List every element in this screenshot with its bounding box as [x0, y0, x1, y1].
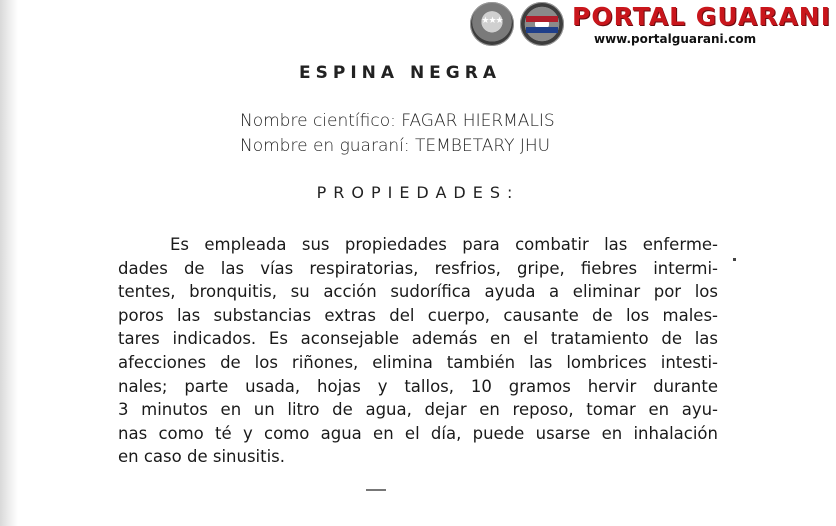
paraguay-flag-seal-icon	[520, 2, 564, 46]
three-stars-seal-icon: ★★★	[470, 2, 514, 46]
body-line: tares indicados. Es aconsejable además en el tratamiento de las	[118, 329, 718, 349]
body-line: tentes, bronquitis, su acción sudorífica ayuda a eliminar por los	[118, 282, 718, 302]
body-line: 3 minutos en un litro de agua, dejar en reposo, tomar en ayu-	[118, 400, 718, 420]
portal-guarani-logo[interactable]	[470, 2, 832, 50]
page-dash-mark	[366, 489, 386, 491]
margin-tick-mark	[733, 258, 736, 261]
body-line: nas como té y como agua en el día, puede usarse en inhalación	[118, 423, 718, 443]
body-line: dades de las vías respiratorias, resfrios, gripe, fiebres intermi-	[118, 258, 718, 278]
body-line: afecciones de los riñones, elimina también las lombrices intesti-	[118, 352, 718, 372]
document-title: ESPINA NEGRA	[299, 63, 501, 83]
body-line: en caso de sinusitis.	[118, 447, 286, 467]
body-line: nales; parte usada, hojas y tallos, 10 gramos hervir durante	[118, 376, 718, 396]
body-paragraph	[118, 233, 718, 469]
body-line: Es empleada sus propiedades para combatir las enferme-	[170, 235, 718, 254]
scientific-name: Nombre científico: FAGAR HIERMALIS	[240, 111, 555, 131]
logo-title: PORTAL GUARANI	[572, 2, 832, 31]
section-heading: PROPIEDADES:	[316, 183, 520, 202]
body-line: poros las substancias extras del cuerpo, causante de los males-	[118, 305, 718, 325]
guarani-name: Nombre en guaraní: TEMBETARY JHU	[240, 136, 551, 156]
names-block	[240, 109, 555, 159]
logo-url[interactable]: www.portalguarani.com	[594, 32, 757, 46]
